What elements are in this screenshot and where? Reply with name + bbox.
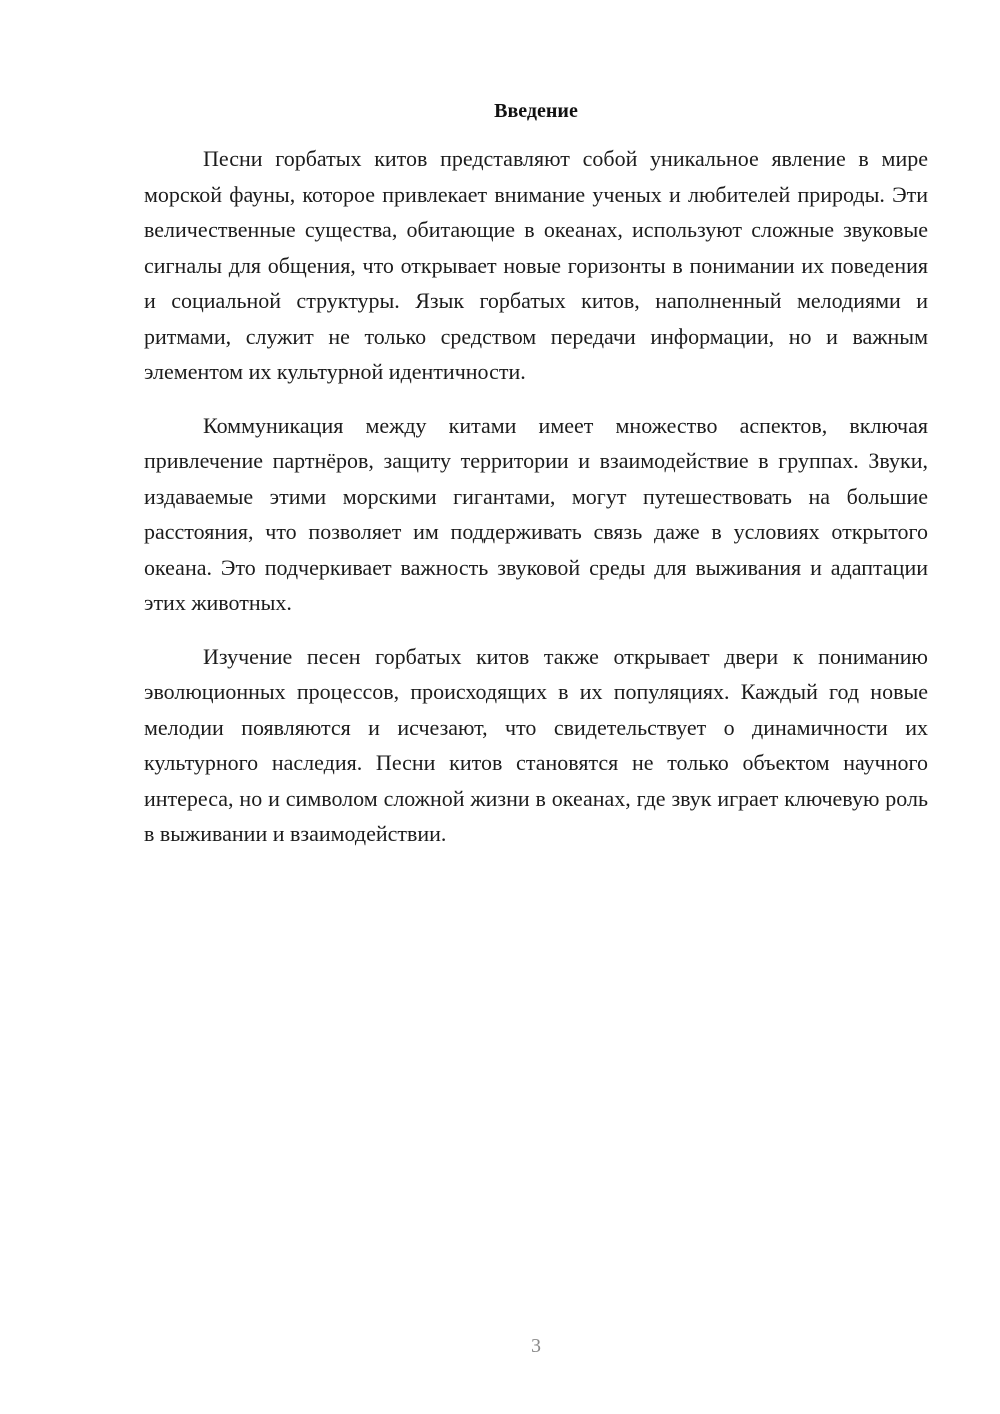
section-title: Введение: [494, 100, 578, 122]
paragraph-1: Песни горбатых китов представляют собой уникальное явление в мире морской фауны, которое привлекает внимание ученых и любителей природы. Эти величественные существа, обитающие в океанах, используют сложные звуковые сигналы для общения, что открывает новые горизонты в понимании их поведения и социальной структуры. Язык горбатых китов, наполненный мелодиями и ритмами, служит не только средством передачи информации, но и важным элементом их культурной идентичности.: [144, 146, 928, 384]
paragraph-3: Изучение песен горбатых китов также открывает двери к пониманию эволюционных процессов, происходящих в их популяциях. Каждый год новые мелодии появляются и исчезают, что свидетельствует о динамичности их культурного наследия. Песни китов становятся не только объектом научного интереса, но и символом сложной жизни в океанах, где звук играет ключевую роль в выживании и взаимодействии.: [144, 643, 928, 846]
body-text: [144, 141, 928, 852]
paragraph-2: Коммуникация между китами имеет множество аспектов, включая привлечение партнёров, защиту территории и взаимодействие в группах. Звуки, издаваемые этими морскими гигантами, могут путешествовать на большие расстояния, что позволяет им поддерживать связь даже в условиях открытого океана. Это подчеркивает важность звуковой среды для выживания и адаптации этих животных.: [144, 412, 928, 615]
page-number: 3: [531, 1335, 541, 1357]
